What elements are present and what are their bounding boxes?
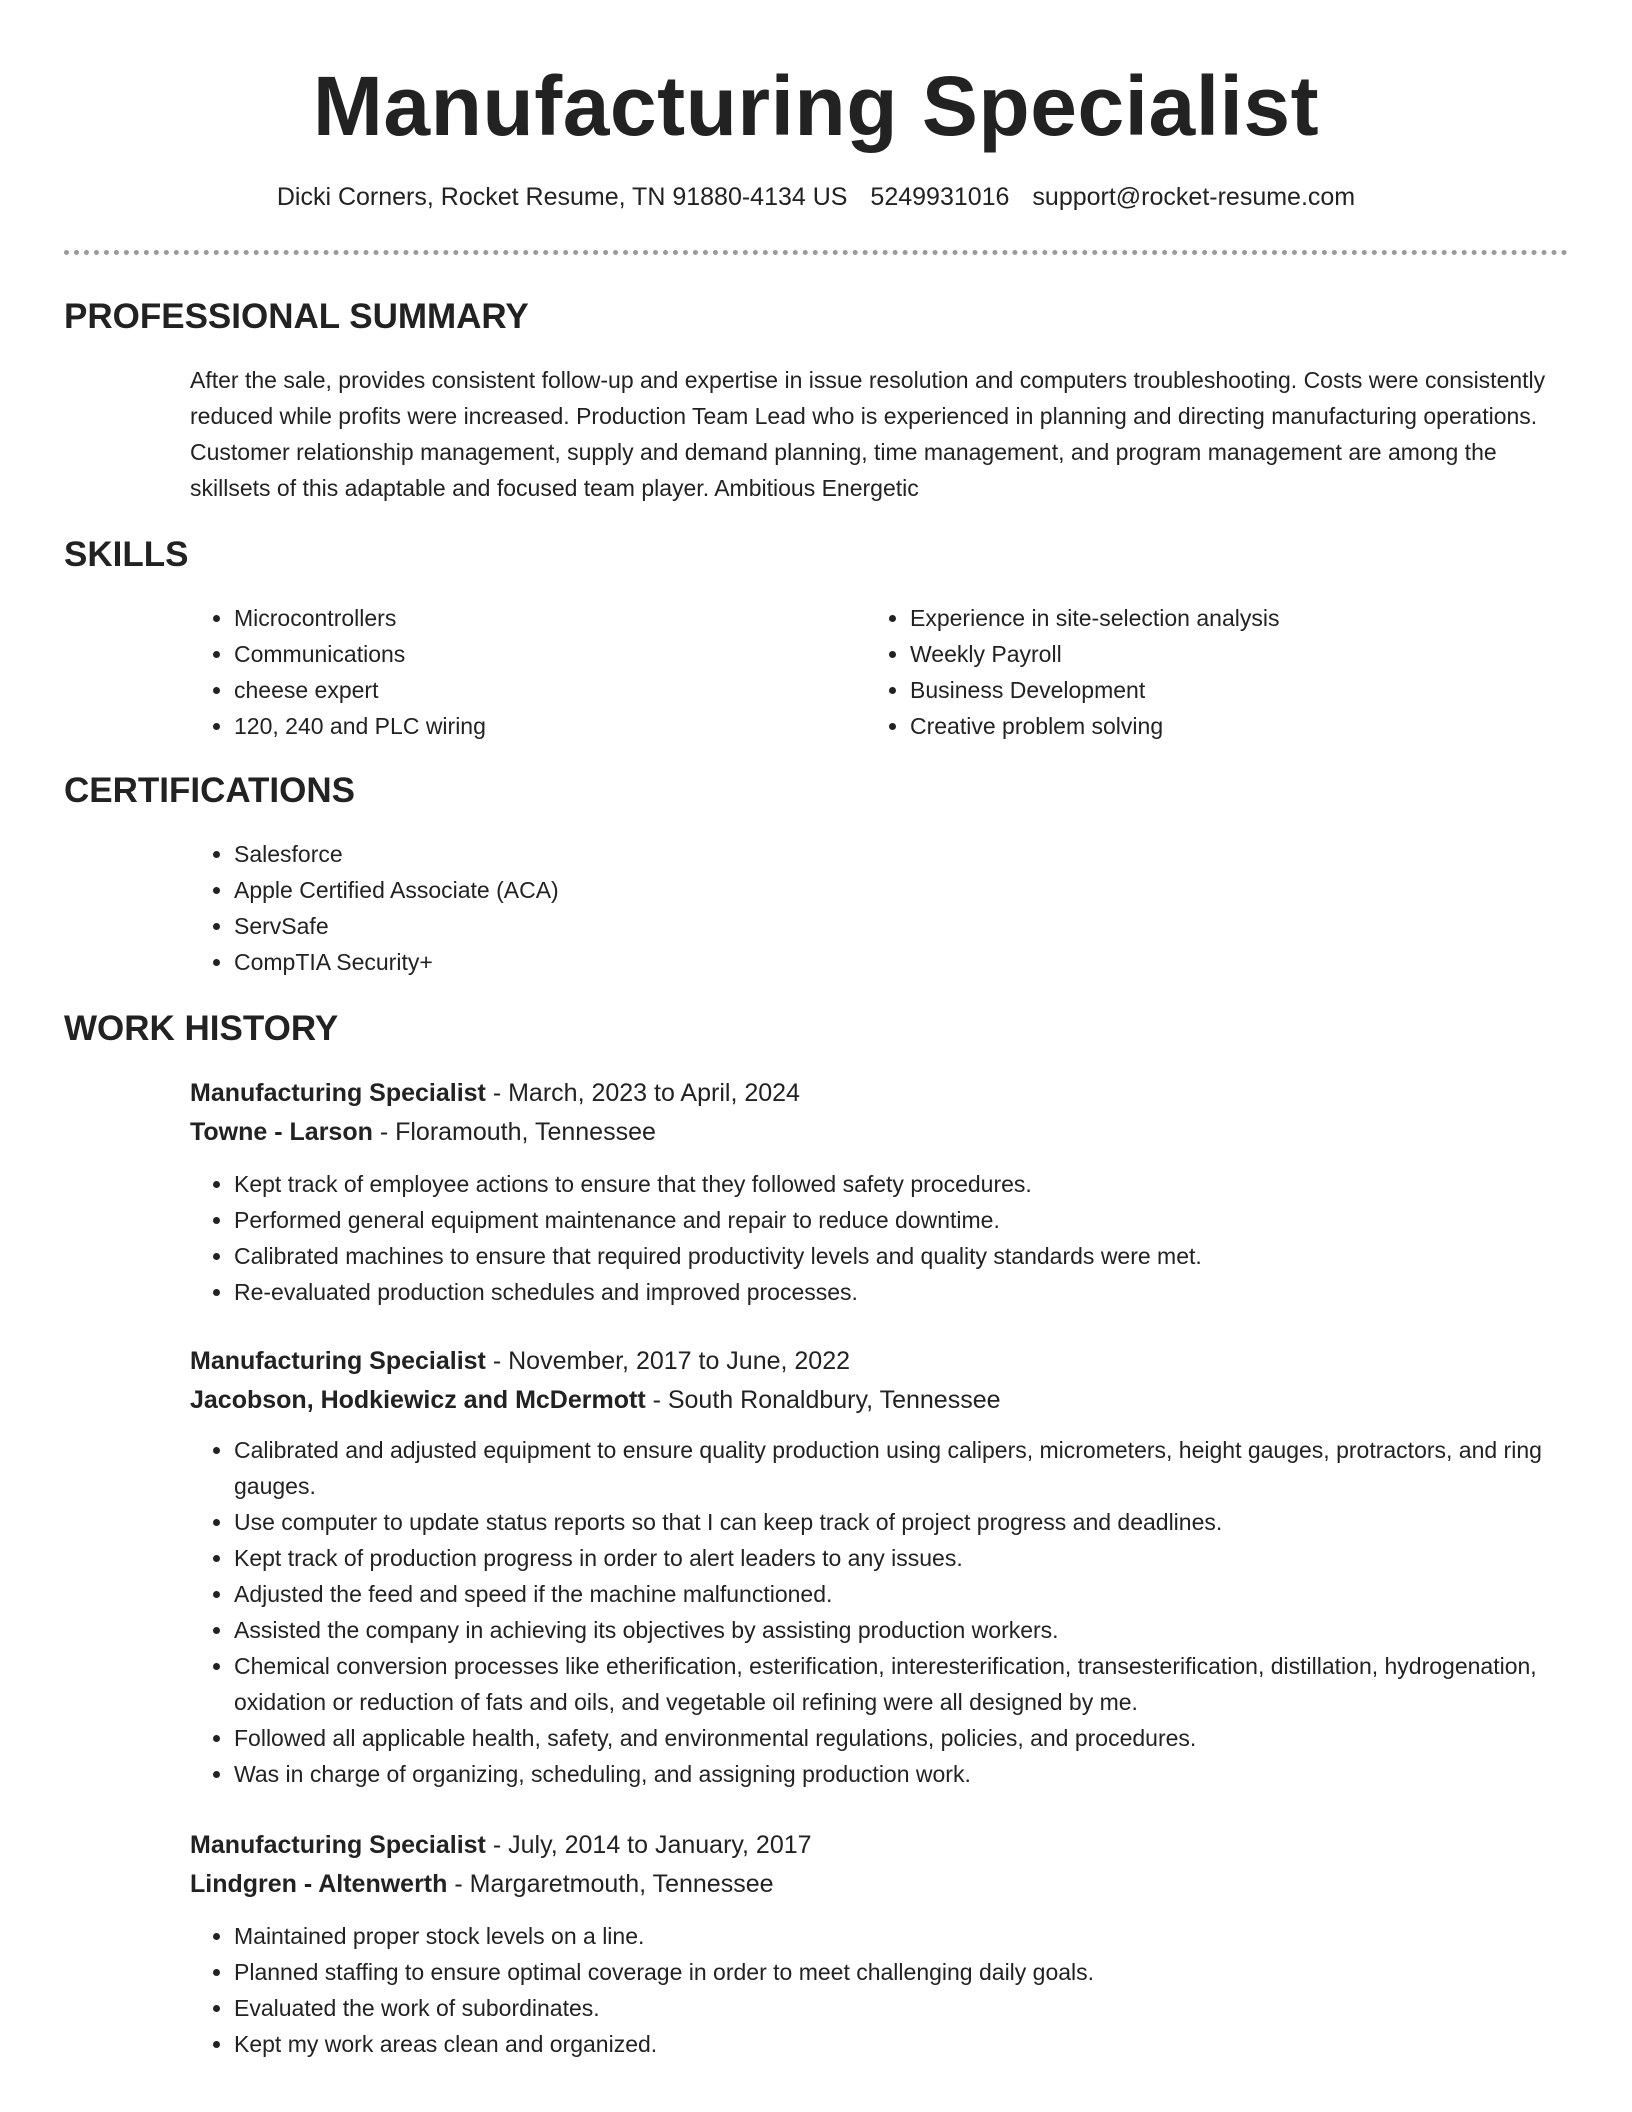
job-bullet: • Calibrated and adjusted equipment to ensure quality production using calipers, micrometers, height gauges, protractors, and ring gauges. xyxy=(234,1432,1604,1504)
contact-email: support@rocket-resume.com xyxy=(1032,183,1356,211)
job-bullets xyxy=(190,1918,1604,2062)
contact-line xyxy=(0,180,1632,214)
job-company: Lindgren - Altenwerth xyxy=(190,1870,448,1898)
work-history-heading: WORK HISTORY xyxy=(64,1009,339,1048)
job-role: Manufacturing Specialist xyxy=(190,1079,486,1107)
job-dates: - November, 2017 to June, 2022 xyxy=(485,1347,851,1375)
job-company-line xyxy=(190,1113,656,1151)
certification-item: • Salesforce xyxy=(234,836,1234,872)
job-title-line xyxy=(190,1074,800,1112)
skill-item: • cheese expert xyxy=(234,672,854,708)
job-company: Towne - Larson xyxy=(190,1118,373,1146)
summary-text: After the sale, provides consistent follow-up and expertise in issue resolution and computers troubleshooting. Costs were consistently reduced while profits were increased. Production Team Lead who is experienced in planning and directing manufacturing operations. Customer relationship management, supply and demand planning, time management, and program management are among the skillsets of this adaptable and focused team player. Ambitious Energetic xyxy=(190,367,1546,501)
job-title-line xyxy=(190,1826,812,1864)
job-role: Manufacturing Specialist xyxy=(190,1347,486,1375)
job-location: - Floramouth, Tennessee xyxy=(372,1118,656,1146)
job-bullet: • Evaluated the work of subordinates. xyxy=(234,1990,1604,2026)
job-bullet: • Was in charge of organizing, scheduling, and assigning production work. xyxy=(234,1756,1604,1792)
job-bullet: • Kept my work areas clean and organized. xyxy=(234,2026,1604,2062)
job-dates: - March, 2023 to April, 2024 xyxy=(485,1079,800,1107)
certifications-heading: CERTIFICATIONS xyxy=(64,771,356,810)
skill-item: • 120, 240 and PLC wiring xyxy=(234,708,854,744)
job-location: - Margaretmouth, Tennessee xyxy=(447,1870,774,1898)
skills-list-right xyxy=(866,600,1590,744)
job-bullet: • Calibrated machines to ensure that required productivity levels and quality standards were met. xyxy=(234,1238,1604,1274)
job-bullet: • Adjusted the feed and speed if the machine malfunctioned. xyxy=(234,1576,1604,1612)
contact-address: Dicki Corners, Rocket Resume, TN 91880-4134 US xyxy=(276,183,848,211)
job-bullet: • Chemical conversion processes like etherification, esterification, interesterification, transesterification, distillation, hydrogenation, oxidation or reduction of fats and oils, and vegetable oil refining were all designed by me. xyxy=(234,1648,1604,1720)
job-bullet: • Re-evaluated production schedules and improved processes. xyxy=(234,1274,1604,1310)
certifications-list xyxy=(190,836,1234,980)
skill-item: • Microcontrollers xyxy=(234,600,854,636)
job-bullet: • Maintained proper stock levels on a line. xyxy=(234,1918,1604,1954)
skill-item: • Business Development xyxy=(910,672,1590,708)
job-dates: - July, 2014 to January, 2017 xyxy=(485,1831,812,1859)
job-bullet: • Kept track of production progress in order to alert leaders to any issues. xyxy=(234,1540,1604,1576)
job-bullet: • Planned staffing to ensure optimal coverage in order to meet challenging daily goals. xyxy=(234,1954,1604,1990)
job-bullets xyxy=(190,1432,1604,1792)
job-bullet: • Assisted the company in achieving its objectives by assisting production workers. xyxy=(234,1612,1604,1648)
job-role: Manufacturing Specialist xyxy=(190,1831,486,1859)
skill-item: • Communications xyxy=(234,636,854,672)
job-bullet: • Followed all applicable health, safety, and environmental regulations, policies, and procedures. xyxy=(234,1720,1604,1756)
job-bullet: • Performed general equipment maintenance and repair to reduce downtime. xyxy=(234,1202,1604,1238)
certification-item: • Apple Certified Associate (ACA) xyxy=(234,872,1234,908)
summary-heading: PROFESSIONAL SUMMARY xyxy=(64,297,529,336)
resume-name: Manufacturing Specialist xyxy=(312,59,1320,153)
job-title-line xyxy=(190,1342,850,1380)
job-location: - South Ronaldbury, Tennessee xyxy=(645,1386,1001,1414)
skill-item: • Creative problem solving xyxy=(910,708,1590,744)
skill-item: • Weekly Payroll xyxy=(910,636,1590,672)
contact-phone: 5249931016 xyxy=(870,183,1010,211)
job-bullet: • Kept track of employee actions to ensure that they followed safety procedures. xyxy=(234,1166,1604,1202)
job-company-line xyxy=(190,1381,1001,1419)
job-bullets xyxy=(190,1166,1604,1310)
skill-item: • Experience in site-selection analysis xyxy=(910,600,1590,636)
job-company: Jacobson, Hodkiewicz and McDermott xyxy=(190,1386,646,1414)
header-divider xyxy=(64,250,1568,255)
job-company-line xyxy=(190,1865,774,1903)
certification-item: • ServSafe xyxy=(234,908,1234,944)
job-bullet: • Use computer to update status reports so that I can keep track of project progress and deadlines. xyxy=(234,1504,1604,1540)
certification-item: • CompTIA Security+ xyxy=(234,944,1234,980)
skills-list-left xyxy=(190,600,854,744)
skills-heading: SKILLS xyxy=(64,535,189,574)
